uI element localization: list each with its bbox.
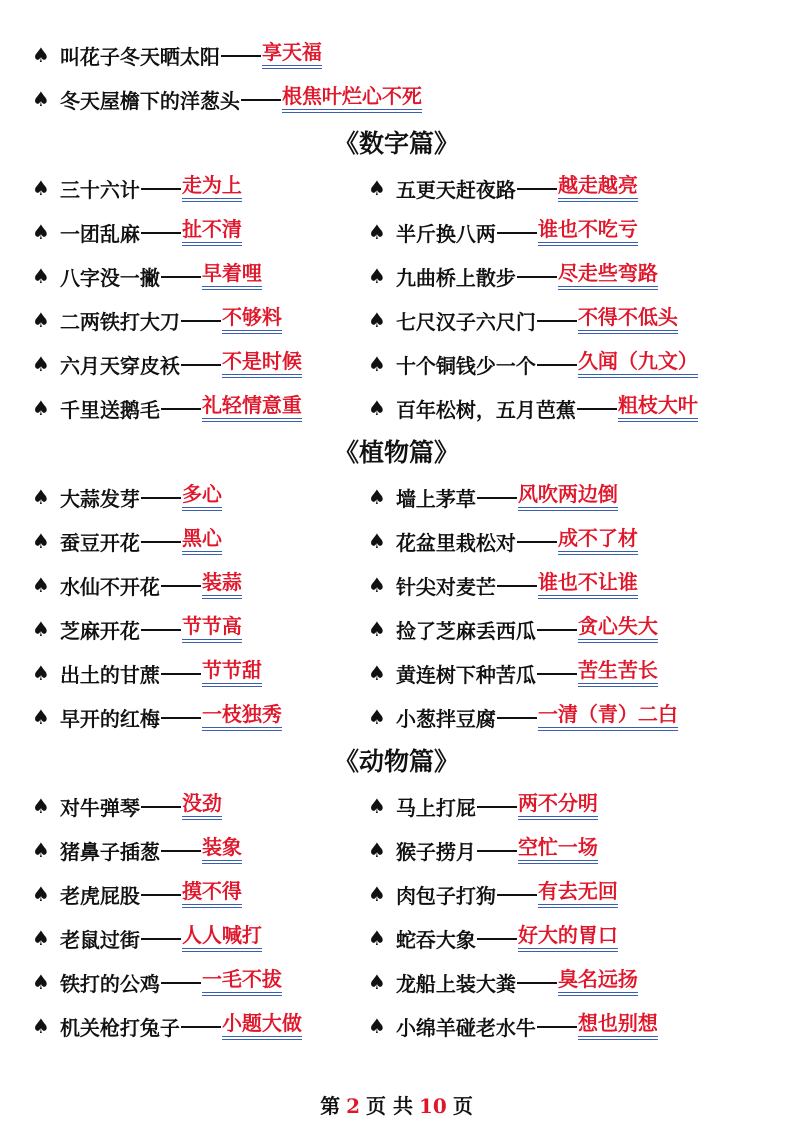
xiehouyu-item [32, 342, 302, 386]
entry-row [0, 475, 793, 519]
riddle-text: 铁打的公鸡 [59, 971, 160, 996]
section-title: 《动物篇》 [333, 747, 459, 776]
riddle-text: 出土的甘蔗 [59, 662, 160, 687]
dash-separator [141, 806, 181, 808]
dash-separator [161, 850, 201, 852]
xiehouyu-item [368, 210, 638, 254]
xiehouyu-item [368, 519, 638, 563]
footer-page-number: 2 [346, 1094, 361, 1118]
riddle-text: 墙上茅草 [395, 486, 476, 511]
entry-row [0, 563, 793, 607]
answer-text: 越走越亮 [558, 174, 638, 202]
spade-icon: ♠ [368, 176, 386, 200]
dash-separator [517, 541, 557, 543]
footer-mid: 页 共 [366, 1094, 414, 1118]
spade-icon: ♠ [368, 705, 386, 729]
answer-text: 根焦叶烂心不死 [282, 85, 422, 113]
xiehouyu-item [32, 872, 242, 916]
xiehouyu-item [368, 1004, 658, 1048]
dash-separator [181, 1026, 221, 1028]
spade-icon: ♠ [368, 308, 386, 332]
riddle-text: 小绵羊碰老水牛 [395, 1015, 536, 1040]
riddle-text: 小葱拌豆腐 [395, 706, 496, 731]
answer-text: 扯不清 [182, 218, 242, 246]
dash-separator [181, 320, 221, 322]
riddle-text: 黄连树下种苦瓜 [395, 662, 536, 687]
xiehouyu-item [368, 784, 598, 828]
riddle-text: 肉包子打狗 [395, 883, 496, 908]
entry-row [0, 828, 793, 872]
xiehouyu-item [368, 298, 678, 342]
entry-row [0, 695, 793, 739]
xiehouyu-item [32, 784, 222, 828]
spade-icon: ♠ [32, 617, 50, 641]
answer-text: 小题大做 [222, 1012, 302, 1040]
answer-text: 节节高 [182, 615, 242, 643]
dash-separator [221, 55, 261, 57]
xiehouyu-item [368, 475, 618, 519]
spade-icon: ♠ [32, 396, 50, 420]
spade-icon: ♠ [368, 838, 386, 862]
riddle-text: 猴子捞月 [395, 839, 476, 864]
spade-icon: ♠ [368, 1014, 386, 1038]
riddle-text: 十个铜钱少一个 [395, 353, 536, 378]
dash-separator [241, 99, 281, 101]
xiehouyu-item [32, 1004, 302, 1048]
xiehouyu-item [32, 828, 242, 872]
xiehouyu-item [32, 210, 242, 254]
spade-icon: ♠ [32, 661, 50, 685]
entry-row [0, 1004, 793, 1048]
dash-separator [517, 982, 557, 984]
answer-text: 贪心失大 [578, 615, 658, 643]
spade-icon: ♠ [32, 308, 50, 332]
answer-text: 谁也不让谁 [538, 571, 638, 599]
spade-icon: ♠ [32, 1014, 50, 1038]
xiehouyu-item [32, 298, 282, 342]
dash-separator [141, 232, 181, 234]
riddle-text: 一团乱麻 [59, 221, 140, 246]
entry-row [0, 166, 793, 210]
riddle-text: 百年松树，五月芭蕉 [395, 397, 576, 422]
riddle-text: 龙船上装大粪 [395, 971, 516, 996]
riddle-text: 半斤换八两 [395, 221, 496, 246]
xiehouyu-item [32, 916, 262, 960]
answer-text: 有去无回 [538, 880, 618, 908]
riddle-text: 七尺汉子六尺门 [395, 309, 536, 334]
spade-icon: ♠ [368, 573, 386, 597]
entry-row [0, 254, 793, 298]
xiehouyu-item [368, 872, 618, 916]
riddle-text: 水仙不开花 [59, 574, 160, 599]
spade-icon: ♠ [32, 705, 50, 729]
dash-separator [497, 585, 537, 587]
riddle-text: 马上打屁 [395, 795, 476, 820]
entry-row [0, 33, 793, 77]
riddle-text: 二两铁打大刀 [59, 309, 180, 334]
entry-row [0, 210, 793, 254]
dash-separator [577, 408, 617, 410]
dash-separator [141, 629, 181, 631]
riddle-text: 老鼠过街 [59, 927, 140, 952]
dash-separator [141, 188, 181, 190]
dash-separator [537, 364, 577, 366]
answer-text: 两不分明 [518, 792, 598, 820]
riddle-text: 蚕豆开花 [59, 530, 140, 555]
footer-suffix: 页 [452, 1094, 473, 1118]
footer-total-pages: 10 [419, 1094, 447, 1118]
riddle-text: 对牛弹琴 [59, 795, 140, 820]
spade-icon: ♠ [32, 264, 50, 288]
xiehouyu-item [368, 563, 638, 607]
entry-row [0, 916, 793, 960]
spade-icon: ♠ [32, 485, 50, 509]
spade-icon: ♠ [368, 882, 386, 906]
answer-text: 苦生苦长 [578, 659, 658, 687]
section-title: 《植物篇》 [333, 438, 459, 467]
spade-icon: ♠ [32, 529, 50, 553]
answer-text: 臭名远扬 [558, 968, 638, 996]
xiehouyu-item [368, 960, 638, 1004]
xiehouyu-item [368, 651, 658, 695]
riddle-text: 芝麻开花 [59, 618, 140, 643]
xiehouyu-item [32, 695, 282, 739]
spade-icon: ♠ [32, 838, 50, 862]
riddle-text: 九曲桥上散步 [395, 265, 516, 290]
answer-text: 一毛不拔 [202, 968, 282, 996]
xiehouyu-item [368, 607, 658, 651]
dash-separator [141, 894, 181, 896]
spade-icon: ♠ [368, 264, 386, 288]
dash-separator [477, 938, 517, 940]
spade-icon: ♠ [368, 529, 386, 553]
riddle-text: 花盆里栽松对 [395, 530, 516, 555]
entry-row [0, 960, 793, 1004]
footer-prefix: 第 [320, 1094, 341, 1118]
riddle-text: 大蒜发芽 [59, 486, 140, 511]
answer-text: 久闻（九文） [578, 350, 698, 378]
entry-row [0, 519, 793, 563]
entry-row [0, 784, 793, 828]
spade-icon: ♠ [32, 970, 50, 994]
entry-row [0, 77, 793, 121]
spade-icon: ♠ [32, 573, 50, 597]
answer-text: 粗枝大叶 [618, 394, 698, 422]
spade-icon: ♠ [32, 87, 50, 111]
dash-separator [497, 894, 537, 896]
spade-icon: ♠ [368, 352, 386, 376]
dash-separator [497, 717, 537, 719]
xiehouyu-item [32, 651, 262, 695]
spade-icon: ♠ [32, 176, 50, 200]
dash-separator [517, 276, 557, 278]
dash-separator [161, 408, 201, 410]
dash-separator [161, 717, 201, 719]
dash-separator [477, 850, 517, 852]
page-footer [0, 1090, 793, 1119]
xiehouyu-item [368, 828, 598, 872]
answer-text: 享天福 [262, 41, 322, 69]
section-title: 《数字篇》 [333, 129, 459, 158]
spade-icon: ♠ [368, 617, 386, 641]
answer-text: 好大的胃口 [518, 924, 618, 952]
answer-text: 谁也不吃亏 [538, 218, 638, 246]
answer-text: 成不了材 [558, 527, 638, 555]
riddle-text: 千里送鹅毛 [59, 397, 160, 422]
answer-text: 不是时候 [222, 350, 302, 378]
xiehouyu-item [32, 386, 302, 430]
spade-icon: ♠ [368, 220, 386, 244]
spade-icon: ♠ [32, 43, 50, 67]
riddle-text: 冬天屋檐下的洋葱头 [59, 88, 240, 113]
spade-icon: ♠ [32, 794, 50, 818]
spade-icon: ♠ [368, 794, 386, 818]
answer-text: 不得不低头 [578, 306, 678, 334]
answer-text: 礼轻情意重 [202, 394, 302, 422]
answer-text: 空忙一场 [518, 836, 598, 864]
xiehouyu-item [32, 254, 262, 298]
spade-icon: ♠ [368, 396, 386, 420]
dash-separator [141, 938, 181, 940]
riddle-text: 机关枪打兔子 [59, 1015, 180, 1040]
riddle-text: 针尖对麦芒 [395, 574, 496, 599]
xiehouyu-item [32, 166, 242, 210]
answer-text: 人人喊打 [182, 924, 262, 952]
answer-text: 想也别想 [578, 1012, 658, 1040]
spade-icon: ♠ [32, 352, 50, 376]
answer-text: 一枝独秀 [202, 703, 282, 731]
answer-text: 风吹两边倒 [518, 483, 618, 511]
answer-text: 黑心 [182, 527, 222, 555]
answer-text: 装蒜 [202, 571, 242, 599]
xiehouyu-item [32, 563, 242, 607]
riddle-text: 捡了芝麻丢西瓜 [395, 618, 536, 643]
riddle-text: 六月天穿皮袄 [59, 353, 180, 378]
xiehouyu-item [368, 254, 658, 298]
spade-icon: ♠ [368, 926, 386, 950]
answer-text: 一清（青）二白 [538, 703, 678, 731]
entry-row [0, 342, 793, 386]
dash-separator [477, 497, 517, 499]
entry-row [0, 298, 793, 342]
dash-separator [141, 497, 181, 499]
spade-icon: ♠ [368, 485, 386, 509]
xiehouyu-item [368, 695, 678, 739]
xiehouyu-item [32, 475, 222, 519]
dash-separator [161, 982, 201, 984]
answer-text: 装象 [202, 836, 242, 864]
xiehouyu-item [32, 33, 322, 77]
answer-text: 走为上 [182, 174, 242, 202]
dash-separator [537, 629, 577, 631]
spade-icon: ♠ [368, 661, 386, 685]
xiehouyu-item [32, 960, 282, 1004]
riddle-text: 五更天赶夜路 [395, 177, 516, 202]
dash-separator [497, 232, 537, 234]
riddle-text: 叫花子冬天晒太阳 [59, 44, 220, 69]
dash-separator [537, 1026, 577, 1028]
dash-separator [141, 541, 181, 543]
entry-row [0, 607, 793, 651]
spade-icon: ♠ [32, 882, 50, 906]
xiehouyu-item [32, 607, 242, 651]
dash-separator [477, 806, 517, 808]
riddle-text: 猪鼻子插葱 [59, 839, 160, 864]
xiehouyu-item [368, 166, 638, 210]
answer-text: 不够料 [222, 306, 282, 334]
riddle-text: 早开的红梅 [59, 706, 160, 731]
riddle-text: 三十六计 [59, 177, 140, 202]
answer-text: 多心 [182, 483, 222, 511]
entry-row [0, 651, 793, 695]
riddle-text: 八字没一撇 [59, 265, 160, 290]
entry-row [0, 872, 793, 916]
answer-text: 尽走些弯路 [558, 262, 658, 290]
spade-icon: ♠ [32, 220, 50, 244]
xiehouyu-item [368, 916, 618, 960]
xiehouyu-item [368, 342, 698, 386]
dash-separator [161, 673, 201, 675]
spade-icon: ♠ [32, 926, 50, 950]
answer-text: 没劲 [182, 792, 222, 820]
xiehouyu-item [32, 77, 422, 121]
answer-text: 摸不得 [182, 880, 242, 908]
riddle-text: 蛇吞大象 [395, 927, 476, 952]
dash-separator [161, 276, 201, 278]
entry-row [0, 386, 793, 430]
dash-separator [181, 364, 221, 366]
spade-icon: ♠ [368, 970, 386, 994]
answer-text: 节节甜 [202, 659, 262, 687]
xiehouyu-item [368, 386, 698, 430]
answer-text: 早着哩 [202, 262, 262, 290]
riddle-text: 老虎屁股 [59, 883, 140, 908]
dash-separator [517, 188, 557, 190]
dash-separator [161, 585, 201, 587]
dash-separator [537, 320, 577, 322]
dash-separator [537, 673, 577, 675]
xiehouyu-item [32, 519, 222, 563]
